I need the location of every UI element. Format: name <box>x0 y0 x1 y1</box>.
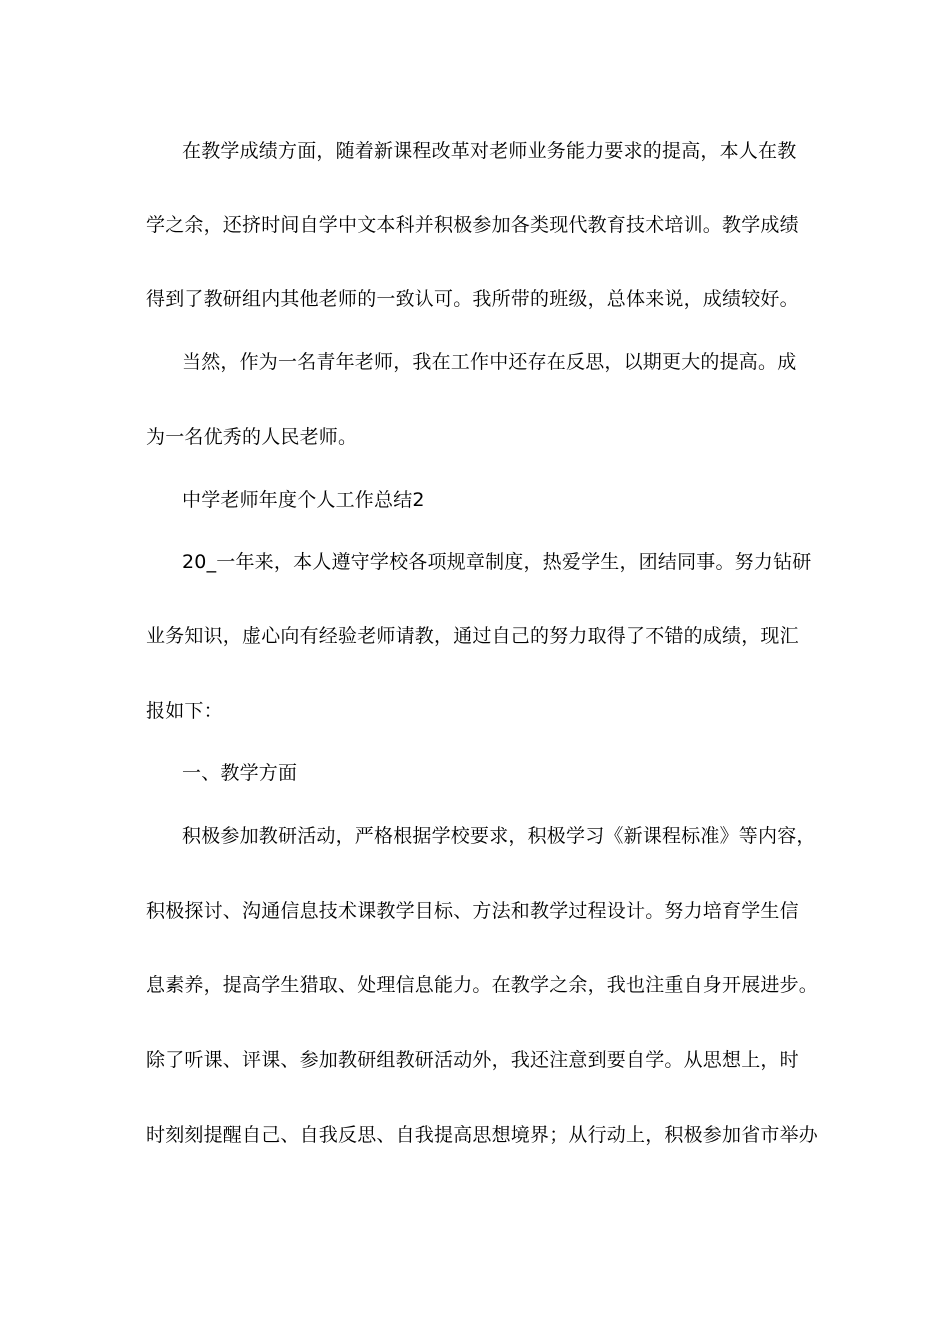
section-title: 中学老师年度个人工作总结2 <box>182 489 425 511</box>
paragraph-line: 除了听课、评课、参加教研组教研活动外，我还注意到要自学。从思想上，时 <box>146 1049 799 1071</box>
paragraph-line: 为一名优秀的人民老师。 <box>146 426 358 448</box>
paragraph-line: 报如下： <box>146 700 223 722</box>
paragraph-line: 业务知识，虚心向有经验老师请教，通过自己的努力取得了不错的成绩，现汇 <box>146 625 799 647</box>
paragraph-line: 当然，作为一名青年老师，我在工作中还存在反思，以期更大的提高。成 <box>182 351 797 373</box>
paragraph-line: 学之余，还挤时间自学中文本科并积极参加各类现代教育技术培训。教学成绩 <box>146 214 799 236</box>
paragraph-line: 息素养，提高学生猎取、处理信息能力。在教学之余，我也注重自身开展进步。 <box>146 974 819 996</box>
paragraph-line: 积极参加教研活动，严格根据学校要求，积极学习《新课程标准》等内容， <box>182 825 816 847</box>
paragraph-line: 积极探讨、沟通信息技术课教学目标、方法和教学过程设计。努力培育学生信 <box>146 900 799 922</box>
paragraph-line: 得到了教研组内其他老师的一致认可。我所带的班级，总体来说，成绩较好。 <box>146 288 799 310</box>
paragraph-line: 时刻刻提醒自己、自我反思、自我提高思想境界；从行动上，积极参加省市举办 <box>146 1124 819 1146</box>
paragraph-line: 在教学成绩方面，随着新课程改革对老师业务能力要求的提高，本人在教 <box>182 140 797 162</box>
section-heading: 一、教学方面 <box>182 762 298 784</box>
paragraph-line: 20_一年来，本人遵守学校各项规章制度，热爱学生，团结同事。努力钻研 <box>182 551 812 573</box>
